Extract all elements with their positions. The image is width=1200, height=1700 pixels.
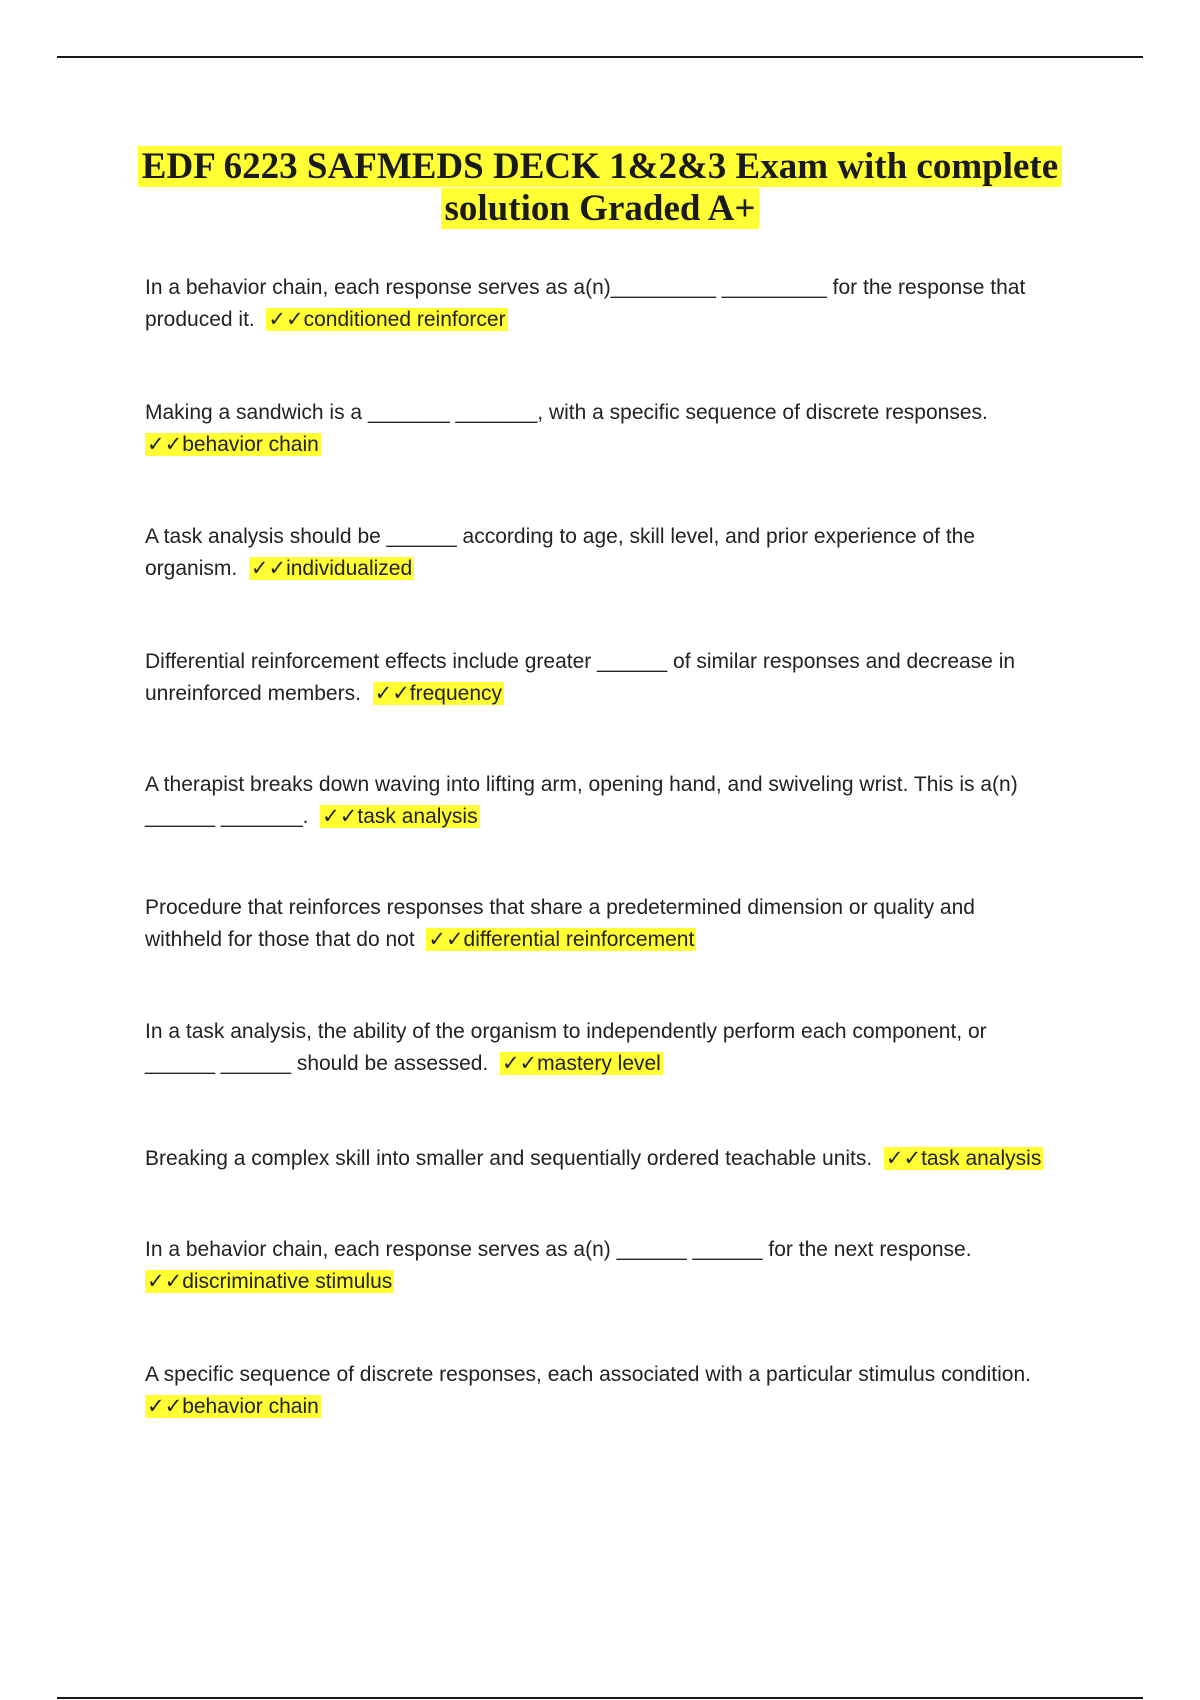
title-line-2: solution Graded A+ (441, 188, 760, 229)
top-rule (57, 56, 1143, 58)
answer-highlight: ✓✓differential reinforcement (428, 928, 695, 951)
question-text: ______ _______. (145, 805, 309, 828)
question-text: ______ ______ should be assessed. (145, 1052, 489, 1075)
title-line-1: EDF 6223 SAFMEDS DECK 1&2&3 Exam with complete (138, 146, 1062, 187)
qa-item (145, 521, 975, 585)
qa-item (145, 397, 988, 461)
question-text: Differential reinforcement effects include greater ______ of similar responses and decrease in (145, 650, 1016, 673)
question-text: In a task analysis, the ability of the organism to independently perform each component, or (145, 1020, 987, 1043)
bottom-rule (57, 1697, 1143, 1699)
question-text: Making a sandwich is a _______ _______, with a specific sequence of discrete responses. (145, 401, 988, 424)
qa-item (145, 769, 1018, 833)
qa-item (145, 646, 1015, 710)
answer-highlight: ✓✓individualized (250, 557, 413, 580)
answer-highlight: ✓✓task analysis (885, 1147, 1042, 1170)
qa-item (145, 1016, 987, 1080)
qa-item (145, 1143, 1043, 1175)
answer-highlight: ✓✓mastery level (501, 1052, 661, 1075)
answer-highlight: ✓✓behavior chain (147, 1395, 319, 1418)
question-text: produced it. (145, 308, 255, 331)
qa-item (145, 1234, 972, 1298)
answer-highlight: ✓✓discriminative stimulus (147, 1270, 393, 1293)
question-text: Breaking a complex skill into smaller and sequentially ordered teachable units. (145, 1147, 873, 1170)
question-text: Procedure that reinforces responses that share a predetermined dimension or quality and (145, 896, 975, 919)
answer-highlight: ✓✓frequency (374, 682, 503, 705)
question-text: In a behavior chain, each response serves as a(n)_________ _________ for the response that (145, 276, 1026, 299)
question-text: In a behavior chain, each response serves as a(n) ______ ______ for the next response. (145, 1238, 972, 1261)
answer-highlight: ✓✓task analysis (322, 805, 478, 828)
answer-highlight: ✓✓conditioned reinforcer (268, 308, 506, 331)
answer-highlight: ✓✓behavior chain (147, 433, 319, 456)
qa-item (145, 892, 975, 956)
question-text: unreinforced members. (145, 682, 361, 705)
qa-item (145, 272, 1025, 336)
question-text: A task analysis should be ______ according to age, skill level, and prior experience of the (145, 525, 976, 548)
document-title (100, 146, 1100, 230)
question-text: withheld for those that do not (145, 928, 415, 951)
question-text: A therapist breaks down waving into lifting arm, opening hand, and swiveling wrist. This is a(n) (145, 773, 1018, 796)
question-text: A specific sequence of discrete responses, each associated with a particular stimulus condition. (145, 1363, 1031, 1386)
qa-item (145, 1359, 1031, 1423)
question-text: organism. (145, 557, 238, 580)
